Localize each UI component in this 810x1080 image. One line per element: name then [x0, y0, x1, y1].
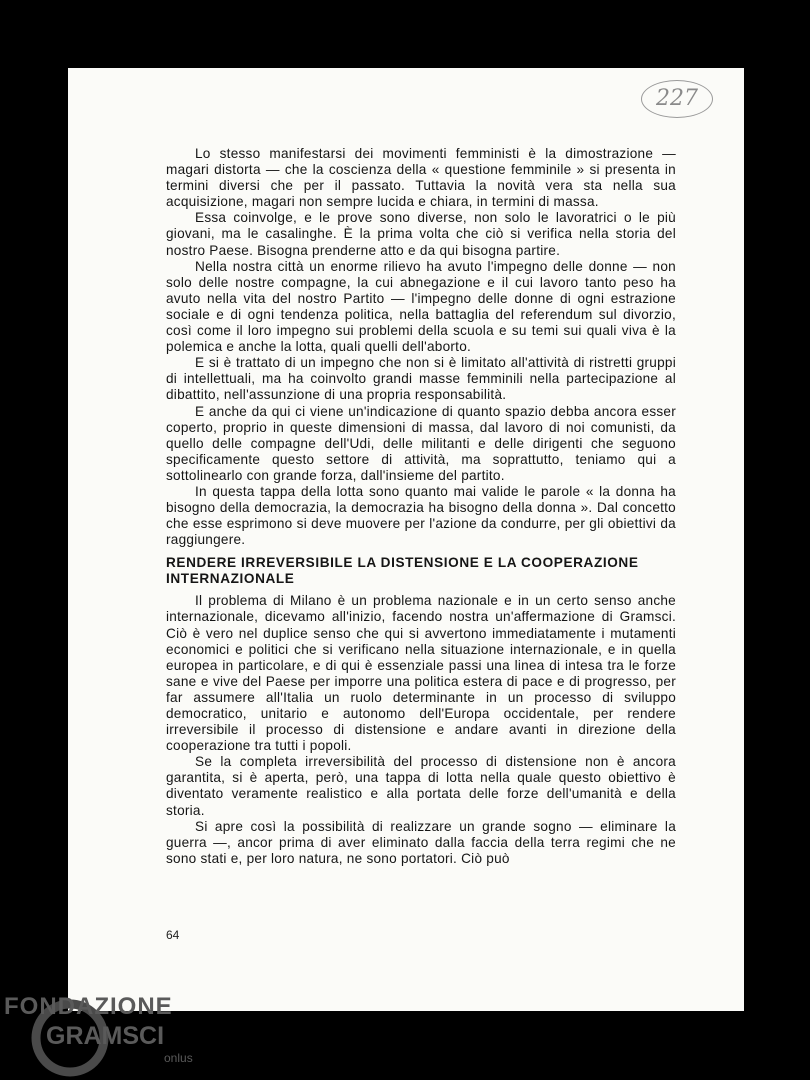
paragraph: E si è trattato di un impegno che non si è limitato all'attività di ristretti gruppi di intellettuali, ma ha coinvolto grandi masse femminili nella partecipazione al dibattito, nell'assunzione di una propria responsabilità.: [166, 355, 676, 403]
document-page: [68, 68, 744, 1011]
paragraph: Il problema di Milano è un problema nazionale e in un certo senso anche internazionale, dicevamo all'inizio, facendo nostra un'affermazione di Gramsci. Ciò è vero nel duplice senso che qui si avvertono immediatamente i mutamenti economici e politici che si verificano nella situazione internazionale, e in quella europea in particolare, e di qui è essenziale passi una linea di intesa tra le forze sane e vive del Paese per imporre una politica estera di pace e di progresso, per far assumere all'Italia un ruolo determinante in un processo di sviluppo democratico, unitario e autonomo dell'Europa occidentale, per rendere irreversibile il processo di distensione e andare avanti in direzione della cooperazione tra tutti i popoli.: [166, 593, 676, 754]
watermark-line2: GRAMSCI: [46, 1022, 165, 1050]
paragraph: Se la completa irreversibilità del processo di distensione non è ancora garantita, si è aperta, però, una tappa di lotta nella quale questo obiettivo è diventato veramente realistico e alla portata delle forze dell'umanità e della storia.: [166, 754, 676, 818]
section-heading: RENDERE IRREVERSIBILE LA DISTENSIONE E LA COOPERAZIONE INTERNAZIONALE: [166, 555, 639, 587]
body-text: [166, 146, 676, 867]
fondazione-gramsci-watermark: [0, 990, 230, 1080]
page-number: 64: [166, 928, 180, 942]
paragraph: Si apre così la possibilità di realizzare un grande sogno — eliminare la guerra —, ancor prima di aver eliminato dalla faccia della terra regimi che ne sono stati e, per loro natura, ne sono portatori. Ciò può: [166, 818, 676, 866]
archive-number-stamp: 227: [641, 80, 713, 118]
paragraph: Nella nostra città un enorme rilievo ha avuto l'impegno delle donne — non solo delle nostre compagne, la cui abnegazione e il cui lavoro tanto peso ha avuto nella vita del nostro Partito — l'impegno delle donne di ogni estrazione sociale e di ogni tendenza politica, nella battaglia del referendum sul divorzio, così come il loro impegno sui problemi della scuola e su temi sui quali viva è la polemica e anche la lotta, quali quelli dell'aborto.: [166, 258, 676, 355]
paragraph: In questa tappa della lotta sono quanto mai valide le parole « la donna ha bisogno della democrazia, la democrazia ha bisogno della donna ». Dal concetto che esse esprimono si deve muovere per l'azione da condurre, per gli obiettivi da raggiungere.: [166, 483, 676, 548]
paragraph: Essa coinvolge, e le prove sono diverse, non solo le lavoratrici o le più giovani, ma le casalinghe. È la prima volta che ciò si verifica nella storia del nostro Paese. Bisogna prenderne atto e da qui bisogna partire.: [166, 210, 676, 258]
watermark-line3: onlus: [164, 1051, 193, 1065]
watermark-line1: FONDAZIONE: [4, 993, 173, 1020]
paragraph: E anche da qui ci viene un'indicazione di quanto spazio debba ancora esser coperto, proprio in queste dimensioni di massa, dal lavoro di noi comunisti, da quello delle compagne dell'Udi, delle militanti e delle dirigenti che seguono specificamente questo settore di attività, ma soprattutto, teniamo qui a sottolinearlo con grande forza, dall'insieme del partito.: [166, 403, 676, 483]
paragraph: Lo stesso manifestarsi dei movimenti femministi è la dimostrazione — magari distorta — che la coscienza della « questione femminile » si presenta in termini diversi che per il passato. Tuttavia la novità vera sta nella sua acquisizione, magari non sempre lucida e chiara, in termini di massa.: [166, 146, 676, 210]
